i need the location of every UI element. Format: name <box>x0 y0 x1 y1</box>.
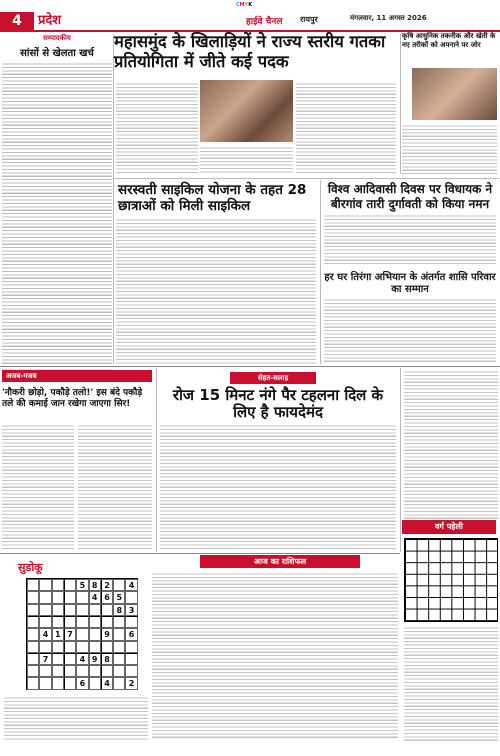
sudoku-cell <box>125 665 137 677</box>
sudoku-cell: 8 <box>113 604 125 616</box>
sudoku-cell: 6 <box>125 628 137 640</box>
sudoku-cell: 3 <box>125 604 137 616</box>
sudoku-cell <box>89 677 101 689</box>
sudoku-cell <box>39 579 51 591</box>
sudoku-cell <box>27 591 39 603</box>
gatka-team-photo <box>200 80 293 142</box>
sudoku-cell: 4 <box>101 677 113 689</box>
sudoku-cell <box>76 616 88 628</box>
column-divider <box>400 368 401 552</box>
ajab-gajab-body-2 <box>78 424 152 550</box>
sudoku-instructions <box>4 696 148 740</box>
ajab-gajab-body-1 <box>2 424 74 550</box>
sudoku-cell: 4 <box>125 579 137 591</box>
sudoku-cell <box>76 665 88 677</box>
sudoku-cell: 7 <box>64 628 76 640</box>
sudoku-cell: 6 <box>76 677 88 689</box>
sudoku-cell <box>27 641 39 653</box>
editorial-column <box>2 34 112 380</box>
sehat-headline: रोज 15 मिनट नंगे पैर टहलना दिल के लिए है फायदेमंद <box>172 386 384 421</box>
sudoku-cell <box>113 677 125 689</box>
sudoku-cell <box>39 591 51 603</box>
edition-city: रायपुर <box>300 15 318 24</box>
sudoku-cell <box>52 665 64 677</box>
sudoku-cell <box>27 604 39 616</box>
sudoku-title: सुडोकू <box>18 561 43 574</box>
row-divider <box>0 553 400 554</box>
side-story-body <box>404 370 498 520</box>
sudoku-cell <box>27 628 39 640</box>
sudoku-cell <box>27 653 39 665</box>
column-divider <box>113 34 114 364</box>
sudoku-cell <box>76 628 88 640</box>
sudoku-cell <box>39 604 51 616</box>
sudoku-cell: 9 <box>89 653 101 665</box>
sudoku-cell <box>52 653 64 665</box>
sudoku-cell: 2 <box>125 677 137 689</box>
sudoku-cell: 4 <box>89 591 101 603</box>
sudoku-cell <box>64 579 76 591</box>
page-number: 4 <box>0 12 34 30</box>
edition-date: मंगलवार, 11 अगस्त 2026 <box>350 14 427 22</box>
sudoku-cell <box>39 616 51 628</box>
agri-headline: कृषि आधुनिक तकनीक और खेती के नए तरीकों को अपनाने पर जोर <box>402 32 496 49</box>
sudoku-cell <box>52 591 64 603</box>
agri-photo <box>412 68 497 120</box>
sudoku-cell <box>101 665 113 677</box>
tribal-day-headline: विश्व आदिवासी दिवस पर विधायक ने बीरगांव तारी दुर्गावती को किया नमन <box>327 182 493 211</box>
sudoku-cell <box>125 591 137 603</box>
editorial-title: सांसों से खेलता खर्च <box>20 48 94 59</box>
crossword-grid <box>404 538 498 622</box>
har-ghar-body <box>324 298 496 364</box>
sudoku-cell <box>101 604 113 616</box>
saraswati-body <box>116 218 316 364</box>
sudoku-cell <box>89 665 101 677</box>
sudoku-cell <box>113 579 125 591</box>
sudoku-cell: 8 <box>89 579 101 591</box>
sudoku-cell <box>113 641 125 653</box>
sudoku-cell <box>39 677 51 689</box>
section-title: प्रदेश <box>38 13 62 28</box>
sudoku-cell <box>52 579 64 591</box>
sudoku-cell <box>113 653 125 665</box>
tribal-day-body <box>324 214 496 266</box>
sudoku-cell <box>76 591 88 603</box>
sudoku-cell <box>125 616 137 628</box>
sudoku-cell <box>52 677 64 689</box>
row-divider <box>114 178 498 179</box>
sudoku-cell <box>52 616 64 628</box>
crossword-clues <box>404 626 498 742</box>
sudoku-cell <box>64 677 76 689</box>
main-story-body-mid <box>200 146 293 174</box>
sudoku-cell: 1 <box>52 628 64 640</box>
horoscope-title: आज का राशिफल <box>200 555 360 568</box>
har-ghar-headline: हर घर तिरंगा अभियान के अंतर्गत शासि परिवार का सम्मान <box>324 272 496 295</box>
sudoku-cell <box>89 641 101 653</box>
sudoku-cell <box>64 616 76 628</box>
sudoku-cell: 8 <box>101 653 113 665</box>
sudoku-cell <box>101 641 113 653</box>
cmyk-marks: CMYK <box>236 2 253 8</box>
sudoku-cell <box>101 616 113 628</box>
sudoku-cell <box>113 616 125 628</box>
sudoku-cell <box>64 591 76 603</box>
sudoku-cell <box>125 653 137 665</box>
sudoku-cell <box>39 641 51 653</box>
column-divider <box>320 180 321 364</box>
horoscope-body <box>152 572 398 740</box>
sudoku-cell <box>76 641 88 653</box>
sudoku-cell <box>27 579 39 591</box>
sudoku-grid <box>26 578 138 690</box>
sudoku-cell: 4 <box>76 653 88 665</box>
sehat-body <box>160 424 396 550</box>
main-story-body-right <box>296 82 396 174</box>
sudoku-cell <box>64 641 76 653</box>
page-header <box>0 0 500 30</box>
editorial-label: सम्पादकीय <box>43 34 71 42</box>
column-divider <box>400 34 401 174</box>
newspaper-brand: हाईवे चैनल <box>246 17 283 27</box>
sudoku-cell <box>125 641 137 653</box>
row-divider <box>0 366 500 367</box>
sudoku-cell: 5 <box>113 591 125 603</box>
sudoku-cell <box>39 665 51 677</box>
crossword-title: वर्ग पहेली <box>402 520 496 534</box>
sudoku-cell <box>89 628 101 640</box>
main-headline: महासमुंद के खिलाड़ियों ने राज्य स्तरीय गतका प्रतियोगिता में जीते कई पदक <box>114 32 386 71</box>
ajab-gajab-label: अजब-गजब <box>2 370 152 382</box>
sudoku-cell <box>64 604 76 616</box>
sudoku-cell <box>52 641 64 653</box>
sudoku-cell <box>52 604 64 616</box>
sudoku-cell: 4 <box>39 628 51 640</box>
ajab-gajab-headline: 'नौकरी छोड़ो, पकौड़े तलो!' इस बंदे पकौड़े तले की कमाई जान रखेगा जाएगा सिर! <box>2 388 143 409</box>
sudoku-cell <box>27 616 39 628</box>
sudoku-cell <box>64 653 76 665</box>
sudoku-cell <box>76 604 88 616</box>
sudoku-cell <box>27 677 39 689</box>
sudoku-cell <box>64 665 76 677</box>
editorial-body <box>2 62 112 380</box>
sudoku-cell: 7 <box>39 653 51 665</box>
sudoku-cell <box>27 665 39 677</box>
column-divider <box>156 368 157 552</box>
sudoku-cell <box>89 616 101 628</box>
sudoku-cell: 5 <box>76 579 88 591</box>
agri-story-body <box>402 124 497 174</box>
sudoku-cell: 9 <box>101 628 113 640</box>
sudoku-cell <box>113 665 125 677</box>
sudoku-cell <box>89 604 101 616</box>
main-story-body-left <box>116 82 198 174</box>
sudoku-cell: 6 <box>101 591 113 603</box>
saraswati-headline: सरस्वती साइकिल योजना के तहत 28 छात्राओं को मिली साइकिल <box>118 182 307 214</box>
sudoku-cell <box>113 628 125 640</box>
sudoku-cell: 2 <box>101 579 113 591</box>
sehat-salah-label: सेहत-सलाह <box>230 372 316 384</box>
